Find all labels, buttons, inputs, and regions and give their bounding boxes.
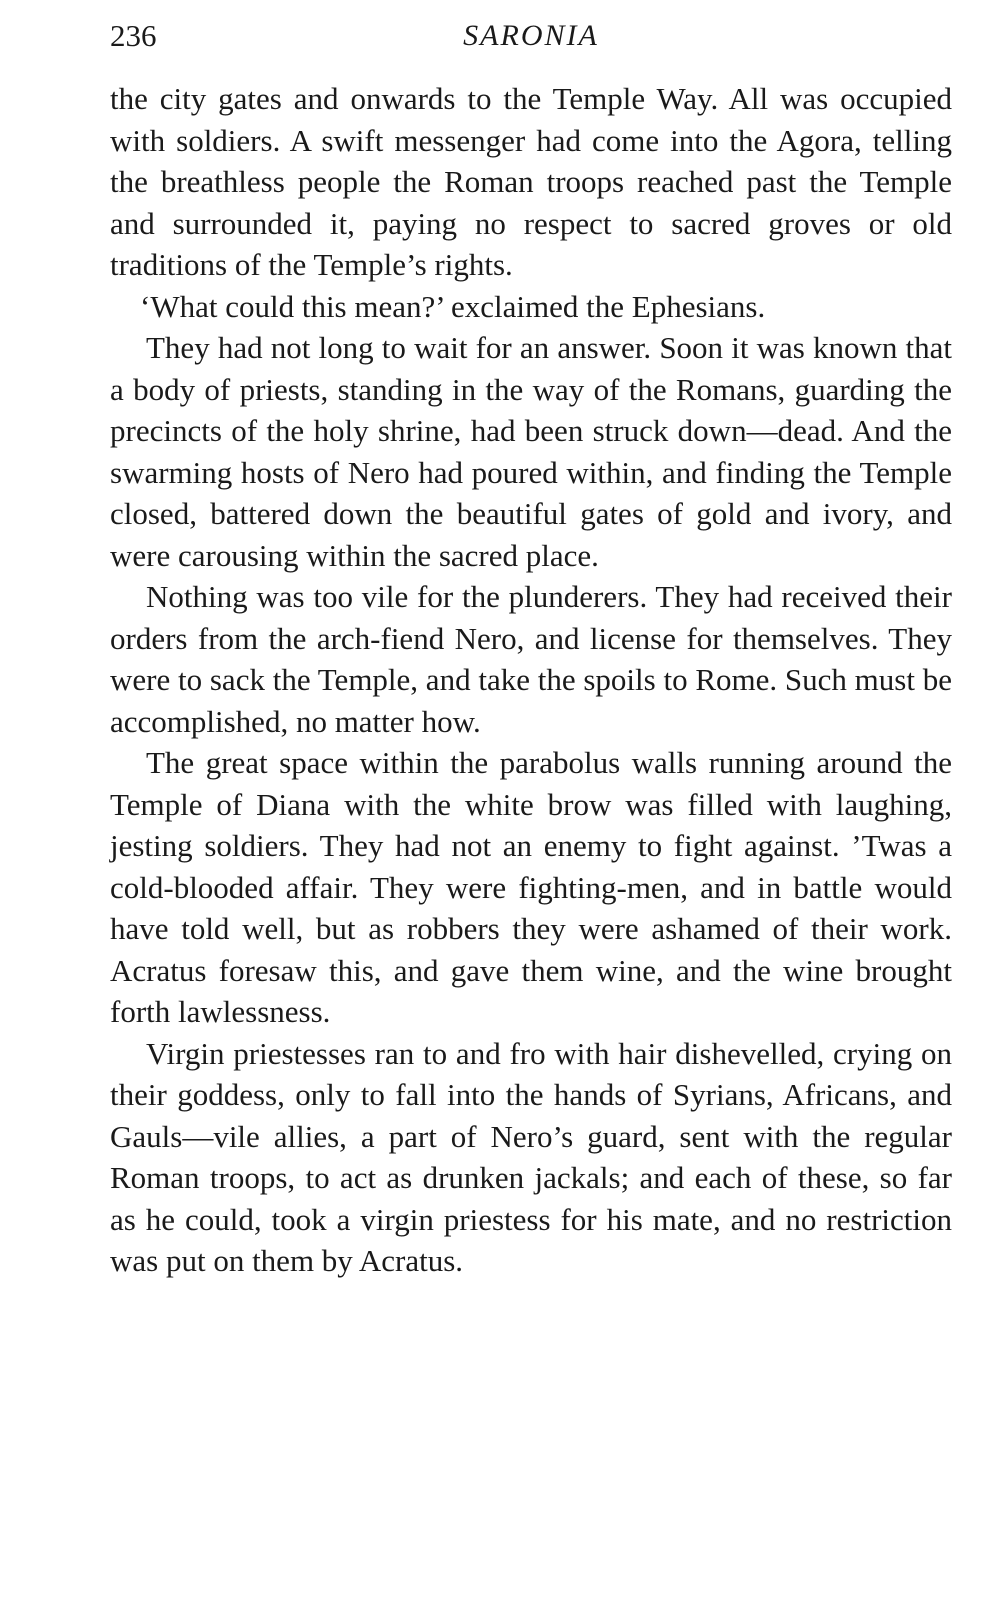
paragraph: The great space within the parabolus walls running around the Temple of Diana with the white brow was filled with laughing, jesting soldiers. They had not an enemy to fight against. ’Twas a cold-blooded affair. They were fighting-men, and in battle would have told well, but as robbers they were ashamed of their work. Acratus foresaw this, and gave them wine, and the wine brought forth lawlessness. (110, 745, 952, 1029)
paragraph: Nothing was too vile for the plunderers. They had received their orders from the arch-fiend Nero, and license for themselves. They were to sack the Temple, and take the spoils to Rome. Such must be accomplished, no matter how. (110, 579, 952, 739)
paragraph: Virgin priestesses ran to and fro with hair dishevelled, crying on their goddess, only to fall into the hands of Syrians, Africans, and Gauls—vile allies, a part of Nero’s guard, sent with the regular Roman troops, to act as drunken jackals; and each of these, so far as he could, took a virgin priestess for his mate, and no restriction was put on them by Acratus. (110, 1035, 952, 1278)
paragraph: They had not long to wait for an answer. Soon it was known that a body of priests, standing in the way of the Romans, guarding the precincts of the holy shrine, had been struck down—dead. And the swarming hosts of Nero had poured within, and finding the Temple closed, battered down the beautiful gates of gold and ivory, and were carousing within the sacred place. (110, 330, 952, 573)
body-text (110, 78, 952, 1282)
paragraph: ‘What could this mean?’ exclaimed the Ephesians. (140, 288, 766, 324)
paragraph: the city gates and onwards to the Temple Way. All was occupied with soldiers. A swift messenger had come into the Agora, telling the breathless people the Roman troops reached past the Temple and surrounded it, paying no respect to sacred groves or old traditions of the Temple’s rights. (110, 81, 952, 282)
page-number: 236 (110, 18, 157, 53)
page-header (110, 14, 952, 58)
running-title: SARONIA (463, 19, 599, 52)
